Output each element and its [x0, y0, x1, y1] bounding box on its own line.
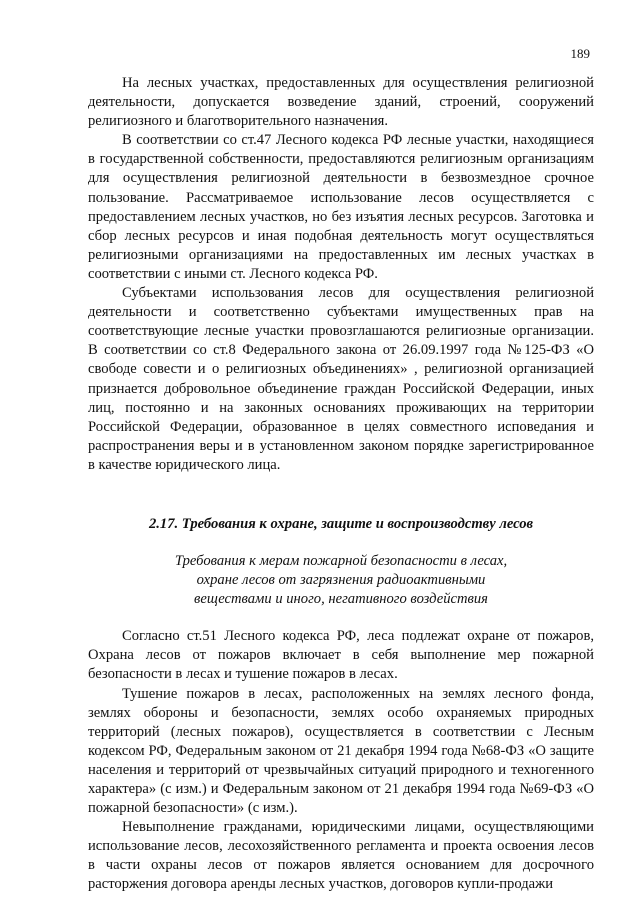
paragraph-fire-fighting: Тушение пожаров в лесах, расположенных на землях лесного фонда, землях обороны и безопасности, землях особо охраняемых природных территорий (лесных пожаров), осуществляется в соответствии с Лесным кодексом РФ, Федеральным законом от 21 декабря 1994 года №68-ФЗ «О защите населения и территорий от чрезвычайных ситуаций природного и техногенного характера» (с изм.) и Федеральным законом от 21 декабря 1994 года №69-ФЗ «О пожарной безопасности» (с изм.). — [88, 685, 594, 817]
page-body — [88, 74, 594, 895]
page-number: 189 — [570, 46, 590, 61]
paragraph-article-47: В соответствии со ст.47 Лесного кодекса РФ лесные участки, находящиеся в государственной собственности, предоставляются религиозным организациям для осуществления религиозной деятельности в безвозмездное срочное пользование. Рассматриваемое использование лесов осуществляется с предоставлением лесных участков, но без изъятия лесных ресурсов. Заготовка и сбор лесных ресурсов и иная подобная деятельность могут осуществляться религиозными организациями на предоставленных им лесных участках в соответствии с иными ст. Лесного кодекса РФ. — [88, 132, 594, 282]
paragraph-religious-buildings: На лесных участках, предоставленных для осуществления религиозной деятельности, допускается возведение зданий, строений, сооружений религиозного и благотворительного назначения. — [88, 75, 594, 130]
subheading-line: Требования к мерам пожарной безопасности в лесах, — [174, 552, 508, 569]
spacer — [88, 609, 594, 627]
subheading-line: веществами и иного, негативного воздействия — [194, 591, 488, 608]
paragraph-non-compliance: Невыполнение гражданами, юридическими лицами, осуществляющими использование лесов, лесохозяйственного регламента и проекта освоения лесов в части охраны лесов от пожаров является основанием для досрочного расторжения договора аренды лесных участков, договоров купли-продажи — [88, 819, 594, 893]
subheading-line: охране лесов от загрязнения радиоактивными — [196, 572, 486, 589]
paragraph-article-51: Согласно ст.51 Лесного кодекса РФ, леса подлежат охране от пожаров, Охрана лесов от пожаров включает в себя выполнение мер пожарной безопасности в лесах и тушение пожаров в лесах. — [88, 628, 594, 683]
subheading — [88, 552, 594, 609]
paragraph-subjects-of-use: Субъектами использования лесов для осуществления религиозной деятельности и соответственно субъектами имущественных прав на соответствующие лесные участки провозглашаются религиозные организации. В соответствии со ст.8 Федерального закона от 26.09.1997 года №125-ФЗ «О свободе совести и о религиозных объединениях» , религиозной организацией признается добровольное объединение граждан Российской Федерации, иных лиц, постоянно и на законных основаниях проживающих на территории Российской Федерации, образованное в целях совместного исповедания и распространения веры и в установленном законом порядке зарегистрированное в качестве юридического лица. — [88, 285, 594, 473]
section-heading: 2.17. Требования к охране, защите и воспроизводству лесов — [148, 515, 534, 532]
